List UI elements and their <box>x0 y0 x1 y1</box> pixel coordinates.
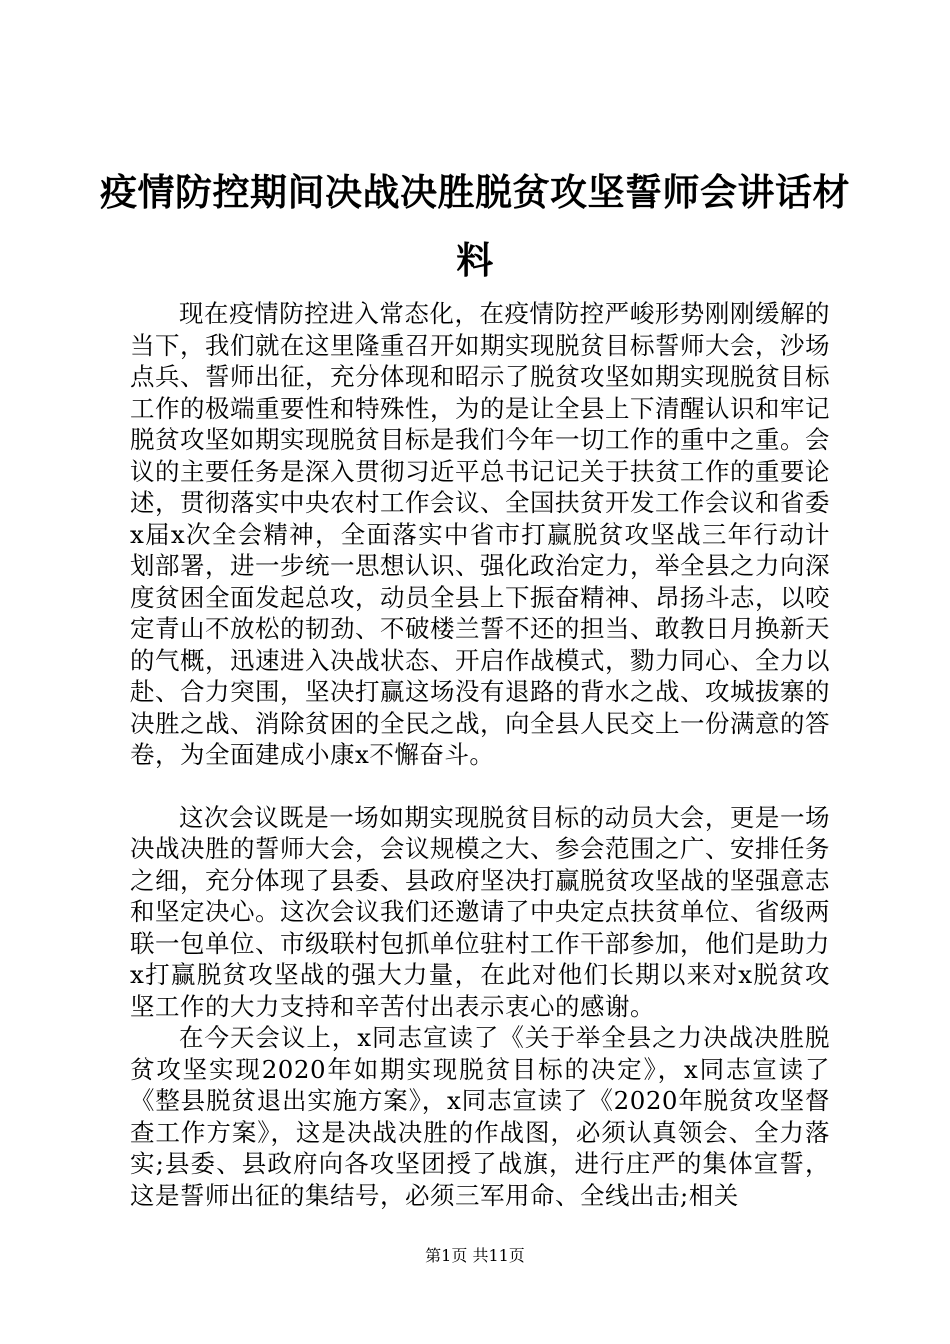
paragraph-1: 现在疫情防控进入常态化，在疫情防控严峻形势刚刚缓解的当下，我们就在这里隆重召开如期实现脱贫目标誓师大会，沙场点兵、誓师出征，充分体现和昭示了脱贫攻坚如期实现脱贫目标工作的极端重要性和特殊性，为的是让全县上下清醒认识和牢记脱贫攻坚如期实现脱贫目标是我们今年一切工作的重中之重。会议的主要任务是深入贯彻习近平总书记记关于扶贫工作的重要论述，贯彻落实中央农村工作会议、全国扶贫开发工作会议和省委x届x次全会精神，全面落实中省市打赢脱贫攻坚战三年行动计划部署，进一步统一思想认识、强化政治定力，举全县之力向深度贫困全面发起总攻，动员全县上下振奋精神、昂扬斗志，以咬定青山不放松的韧劲、不破楼兰誓不还的担当、敢教日月换新天的气概，迅速进入决战状态、开启作战模式，勠力同心、全力以赴、合力突围，坚决打赢这场没有退路的背水之战、攻城拔寨的决胜之战、消除贫困的全民之战，向全县人民交上一份满意的答卷，为全面建成小康x不懈奋斗。 <box>130 299 830 769</box>
paragraph-3: 在今天会议上，x同志宣读了《关于举全县之力决战决胜脱贫攻坚实现2020年如期实现脱贫目标的决定》，x同志宣读了《整县脱贫退出实施方案》，x同志宣读了《2020年脱贫攻坚督查工作方案》，这是决战决胜的作战图，必须认真领会、全力落实;县委、县政府向各攻坚团授了战旗，进行庄严的集体宣誓，这是誓师出征的集结号，必须三军用命、全线出击;相关 <box>130 1023 830 1210</box>
paragraph-2: 这次会议既是一场如期实现脱贫目标的动员大会，更是一场决战决胜的誓师大会，会议规模之大、参会范围之广、安排任务之细，充分体现了县委、县政府坚决打赢脱贫攻坚战的坚强意志和坚定决心。这次会议我们还邀请了中央定点扶贫单位、省级两联一包单位、市级联村包抓单位驻村工作干部参加，他们是助力x打赢脱贫攻坚战的强大力量，在此对他们长期以来对x脱贫攻坚工作的大力支持和辛苦付出表示衷心的感谢。 <box>130 802 830 1021</box>
page-footer: 第1页 共11页 <box>425 1246 525 1265</box>
document-title: 疫情防控期间决战决胜脱贫攻坚誓师会讲话材料 <box>100 170 850 282</box>
document-body <box>130 298 830 1211</box>
